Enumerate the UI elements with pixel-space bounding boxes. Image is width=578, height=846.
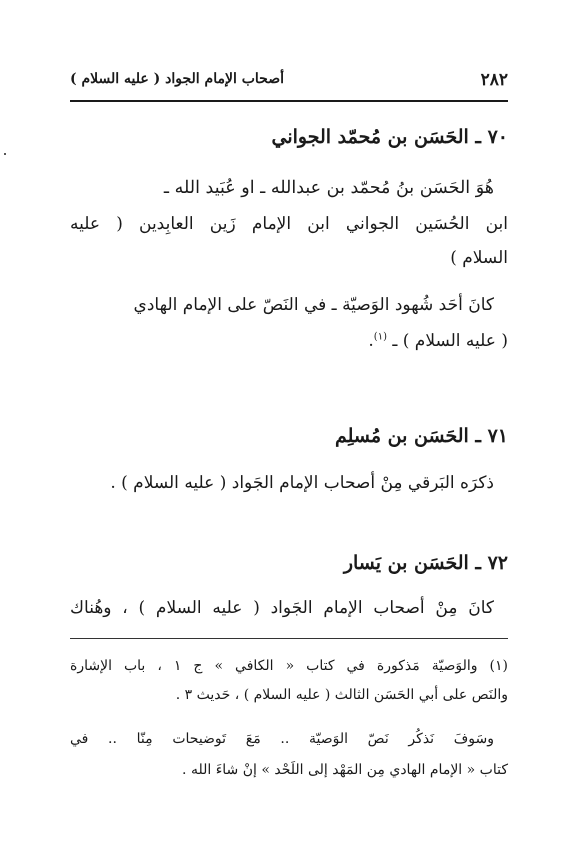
header-rule bbox=[70, 100, 508, 102]
margin-mark bbox=[4, 153, 6, 155]
entry-70-line-3: السلام ) bbox=[450, 248, 508, 268]
running-title: أصحاب الإمام الجواد ( عليه السلام ) bbox=[70, 71, 284, 87]
entry-70-line-1: هُوَ الحَسَن بنُ مُحمّد بن عبدالله ـ او عُبَيد الله ـ bbox=[163, 178, 494, 198]
entry-70-line-4: كانَ أحَد شُهود الوَصيّة ـ في النَصّ على الإمام الهادي bbox=[133, 295, 494, 315]
entry-heading-72: ٧٢ ـ الحَسَن بن يَسار bbox=[343, 552, 508, 574]
footnote-reference: (١) bbox=[373, 331, 387, 343]
footnote-line-1: (١) والوَصيّة مَذكورة في كتاب « الكافي » ج ١ ، باب الإشارة bbox=[70, 658, 508, 674]
entry-70-line-5-text: ( عليه السلام ) ـ bbox=[392, 331, 508, 351]
footnote-line-4: كتاب « الإمام الهادي مِن المَهْد إلى اللَحْد » إنْ شاءَ الله . bbox=[182, 762, 508, 778]
entry-heading-70: ٧٠ ـ الحَسَن بن مُحمّد الجواني bbox=[271, 126, 508, 148]
footnote-line-2: والنَص على أبي الحَسَن الثالث ( عليه السلام ) ، حَديث ٣ . bbox=[175, 687, 508, 703]
entry-72-line-1: كانَ مِنْ أصحاب الإمام الجَواد ( عليه السلام ) ، وهُناك bbox=[70, 598, 494, 618]
footnote-rule bbox=[70, 638, 508, 639]
entry-71-line-1: ذكرَه البَرقي مِنْ أصحاب الإمام الجَواد ( عليه السلام ) . bbox=[110, 473, 494, 493]
entry-70-line-2: ابن الحُسَين الجواني ابن الإمام زَين العابِدين ( عليه bbox=[70, 214, 508, 234]
page-header bbox=[70, 70, 508, 94]
entry-70-line-5: ( عليه السلام ) ـ $^{(١)}$. bbox=[368, 331, 508, 351]
footnote-line-3: وسَوفَ نَذكُر نَصّ الوَصيّة .. مَعَ تَوضيحات مِنّا .. في bbox=[70, 731, 494, 747]
page-number: ٢٨٢ bbox=[480, 70, 508, 90]
entry-heading-71: ٧١ ـ الحَسَن بن مُسلِم bbox=[334, 425, 508, 447]
